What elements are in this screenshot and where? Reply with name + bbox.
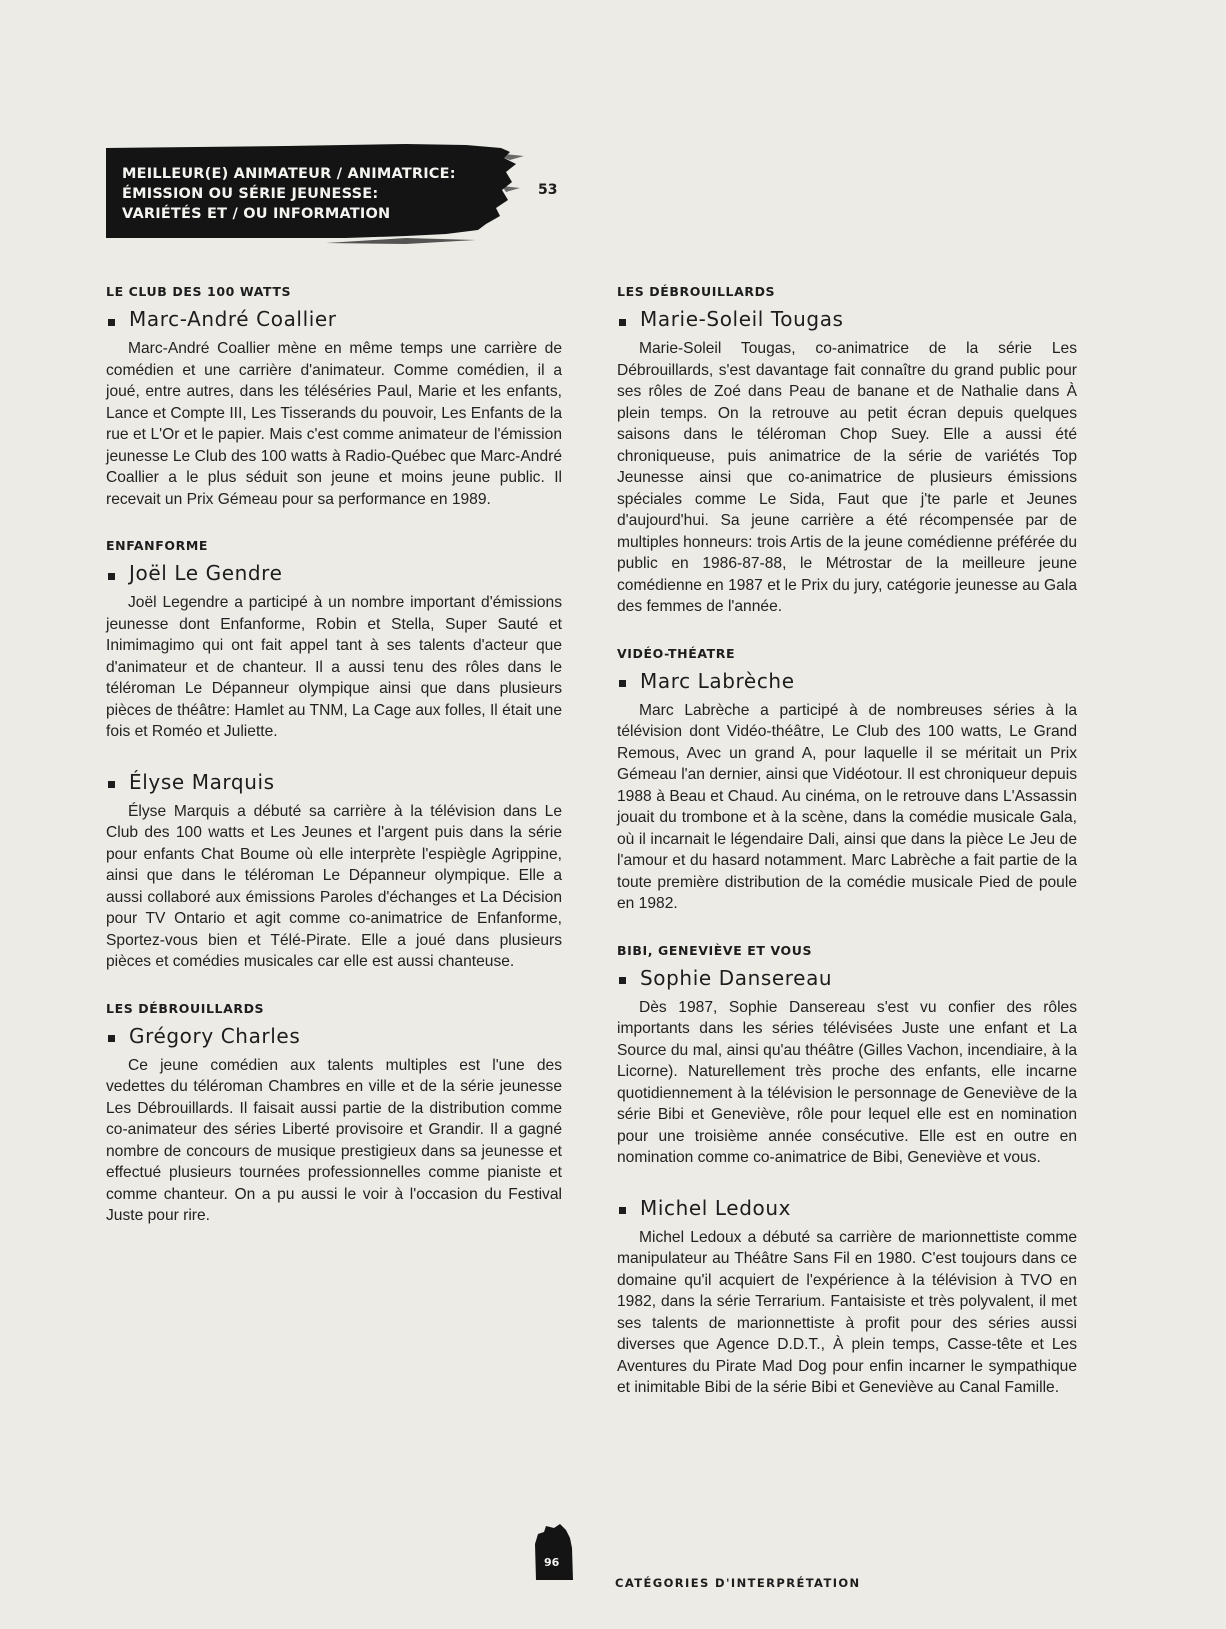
nominee-name xyxy=(106,302,562,336)
page-number: 96 xyxy=(544,1556,560,1569)
nominee-entry xyxy=(617,282,1077,618)
bullet-icon xyxy=(108,319,115,326)
bullet-icon xyxy=(619,1207,626,1214)
nominee-bio: Marie-Soleil Tougas, co-animatrice de la série Les Débrouillards, s'est davantage fait connaître du grand public pour ses rôles de Zoé dans Peau de banane et de Nathalie dans À plein temps. On la retrouve au petit écran depuis quelques saisons dans le téléroman Chop Suey. Elle a aussi été chroniqueuse, puis animatrice de la série de variétés Top Jeunesse ainsi que co-animatrice de plusieurs émissions spéciales comme Le Sida, Faut que j'te parle et Jeunes d'aujourd'hui. Sa jeune carrière a été récompensée par de multiples honneurs: trois Artis de la jeune comédienne préférée du public en 1986-87-88, le Métrostar de la meilleure jeune comédienne en 1987 et le Prix du jury, catégorie jeunesse au Gala des femmes de l'année. xyxy=(617,340,1077,615)
nominee-bio: Ce jeune comédien aux talents multiples est l'une des vedettes du téléroman Chambres en ville et de la série jeunesse Les Débrouillards. Il faisait aussi partie de la distribution comme co-animateur des séries Liberté provisoire et Grandir. Il a gagné nombre de concours de musique prestigieux dans sa jeunesse et effectué plusieurs tournées professionnelles comme pianiste et comme chanteur. On a pu aussi le voir à l'occasion du Festival Juste pour rire. xyxy=(106,1056,562,1224)
nominee-name xyxy=(617,664,1077,698)
nominee-name-text: Élyse Marquis xyxy=(129,769,275,794)
nominee-entry xyxy=(106,536,562,743)
show-title: ENFANFORME xyxy=(106,538,209,553)
nominee-entry xyxy=(617,941,1077,1169)
nominee-bio: Marc Labrèche a participé à de nombreuses séries à la télévision dont Vidéo-théâtre, Le Club des 100 watts, Le Grand Remous, Avec un grand A, pour laquelle il se méritait un Prix Gémeau l'an dernier, ainsi que Vidéotour. Il est chroniqueur depuis 1988 à Beau et Chaud. Au cinéma, on le retrouve dans L'Assassin jouait du trombone et à la scène, dans la comédie musicale Gala, où il incarnait le légendaire Dali, ainsi que dans la pièce Le Jeu de l'amour et du hasard notamment. Marc Labrèche a fait partie de la toute première distribution de la comédie musicale Pied de poule en 1982. xyxy=(617,701,1077,912)
nominee-bio: Michel Ledoux a débuté sa carrière de marionnettiste comme manipulateur au Théâtre Sans Fil en 1980. C'est toujours dans ce domaine qu'il acquiert de l'expérience à la télévision à TVO en 1982, dans la série Terrarium. Fantaisiste et très polyvalent, il met ses talents de marionnettiste à profit pour des séries aussi diverses que Agence D.D.T., À plein temps, Casse-tête et Les Aventures du Pirate Mad Dog pour enfin incarner le sympathique et inimitable Bibi de la série Bibi et Geneviève au Canal Famille. xyxy=(617,1228,1077,1396)
header-line-2: ÉMISSION OU SÉRIE JEUNESSE: xyxy=(122,186,379,202)
category-header xyxy=(106,142,526,248)
show-title: LE CLUB DES 100 WATTS xyxy=(106,284,292,299)
nominee-entry xyxy=(617,644,1077,915)
nominee-name-text: Marc-André Coallier xyxy=(129,307,337,331)
nominee-name xyxy=(617,961,1077,995)
nominee-bio: Joël Legendre a participé à un nombre important d'émissions jeunesse dont Enfanforme, Robin et Stella, Super Sauté et Inimimagimo qui ont fait appel tant à ses talents d'acteur que d'animateur et de chanteur. Il a aussi tenu des rôles dans le téléroman Le Dépanneur olympique ainsi que dans plusieurs pièces de théâtre: Hamlet au TNM, La Cage aux folles, Il était une fois et Roméo et Juliette. xyxy=(106,594,562,740)
nominee-name-text: Joël Le Gendre xyxy=(129,561,283,585)
bullet-icon xyxy=(619,680,626,687)
nominee-name xyxy=(617,302,1077,336)
nominee-name xyxy=(106,556,562,590)
nominee-bio: Marc-André Coallier mène en même temps une carrière de comédien et une carrière d'animateur. Comme comédien, il a joué, entre autres, dans les téléséries Paul, Marie et les enfants, Lance et Compte III, Les Tisserands du pouvoir, Les Enfants de la rue et L'Or et le papier. Mais c'est comme animateur de l'émission jeunesse Le Club des 100 watts à Radio-Québec que Marc-André Coallier a le plus séduit son jeune et moins jeune public. Il recevait un Prix Gémeau pour sa performance en 1989. xyxy=(106,340,562,508)
footer-section-label: CATÉGORIES D'INTERPRÉTATION xyxy=(615,1576,861,1590)
header-line-1: MEILLEUR(E) ANIMATEUR / ANIMATRICE: xyxy=(122,166,456,182)
nominee-name-text: Sophie Dansereau xyxy=(640,965,833,990)
right-column xyxy=(617,282,1077,1399)
nominee-entry xyxy=(106,765,562,973)
nominee-bio: Élyse Marquis a débuté sa carrière à la télévision dans Le Club des 100 watts et Les Jeunes et l'argent puis dans la série pour enfants Chat Boume où elle interprète l'espiègle Agrippine, ainsi que dans le téléroman Le Dépanneur olympique. Elle a aussi collaboré aux émissions Paroles d'échanges et La Décision pour TV Ontario et agit comme co-animatrice de Enfanforme, Sportez-vous bien et Télé-Pirate. Elle a joué dans plusieurs pièces et comédies musicales car elle est aussi chanteuse. xyxy=(106,802,562,970)
page-number-tab xyxy=(532,1524,576,1580)
nominee-name-text: Marc Labrèche xyxy=(640,668,795,693)
category-number: 53 xyxy=(538,182,558,198)
left-column xyxy=(106,282,562,1227)
show-title: BIBI, GENEVIÈVE ET VOUS xyxy=(617,942,813,958)
nominee-name-text: Michel Ledoux xyxy=(640,1195,792,1220)
nominee-name xyxy=(106,1019,562,1053)
bullet-icon xyxy=(619,319,626,326)
bullet-icon xyxy=(619,977,626,984)
nominee-name xyxy=(106,765,562,799)
bullet-icon xyxy=(108,1035,115,1042)
nominee-bio: Dès 1987, Sophie Dansereau s'est vu confier des rôles importants dans les séries télévisées Juste une enfant et La Source du mal, ainsi qu'au théâtre (Gilles Vachon, incendiaire, à la Licorne). Naturellement très proche des enfants, elle incarne quotidiennement à la télévision le personnage de Geneviève de la série Bibi et Geneviève, rôle pour lequel elle est en nomination pour une troisième année consécutive. Elle est en outre en nomination comme co-animatrice de Bibi, Geneviève et vous. xyxy=(617,998,1077,1166)
show-title: LES DÉBROUILLARDS xyxy=(617,284,776,299)
show-title: VIDÉO-THÉATRE xyxy=(617,645,736,661)
bullet-icon xyxy=(108,573,115,580)
nominee-entry xyxy=(617,1191,1077,1399)
nominee-name-text: Grégory Charles xyxy=(129,1023,301,1048)
header-line-3: VARIÉTÉS ET / OU INFORMATION xyxy=(122,206,391,222)
nominee-name xyxy=(617,1191,1077,1225)
nominee-entry xyxy=(106,999,562,1227)
nominee-entry xyxy=(106,282,562,510)
nominee-name-text: Marie-Soleil Tougas xyxy=(640,307,844,331)
show-title: LES DÉBROUILLARDS xyxy=(106,1000,265,1016)
bullet-icon xyxy=(108,781,115,788)
